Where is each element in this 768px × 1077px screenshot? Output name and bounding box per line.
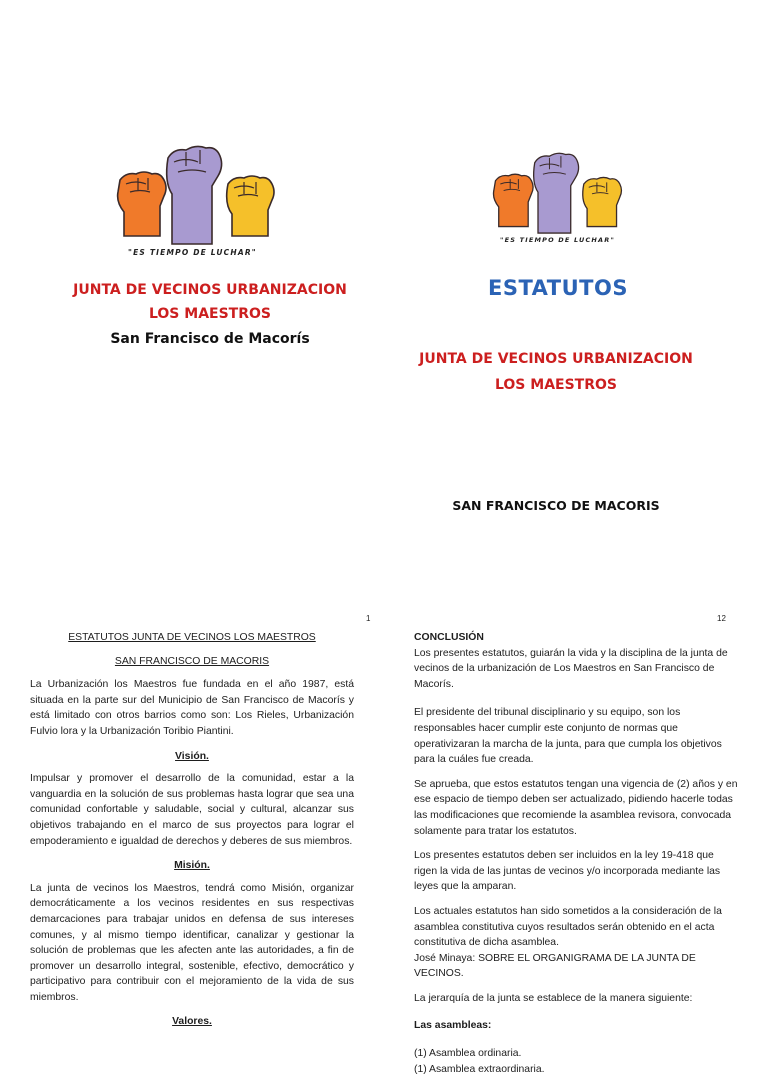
yellow-fist-icon: [227, 176, 274, 236]
page-heading: ESTATUTOS JUNTA DE VECINOS LOS MAESTROS: [68, 632, 316, 643]
slogan: "ES TIEMPO DE LUCHAR": [128, 248, 257, 257]
intro-paragraph: La Urbanización los Maestros fue fundada en el año 1987, está situada en la parte sur del Municipio de San Francisco de Macorís y está limitado con otros barrios como son: Los Rieles, Urbanización Fulvio lora y la Urbanización Toribio Piantini.: [30, 679, 354, 737]
conclusion-paragraph-5: Los actuales estatutos han sido sometidos a la consideración de la asamblea constitutiva cuyos resultados serán obtenido en el acta constitutiva de dicha asamblea.: [414, 905, 722, 949]
page-number: 12: [717, 614, 726, 623]
cover-title-line2: LOS MAESTROS: [494, 377, 617, 393]
purple-fist-icon: [534, 153, 579, 233]
slogan: "ES TIEMPO DE LUCHAR": [500, 236, 616, 244]
fists-icon: [108, 140, 280, 250]
orange-fist-icon: [493, 174, 533, 226]
page-left-column: [30, 630, 354, 1039]
valores-heading: Valores.: [172, 1016, 212, 1028]
asambleas-heading: Las asambleas:: [414, 1020, 492, 1032]
mision-heading: Misión.: [174, 860, 210, 872]
vision-heading: Visión.: [175, 750, 209, 762]
fists-icon: [484, 148, 628, 238]
page-subheading: SAN FRANCISCO DE MACORIS: [114, 655, 270, 667]
vision-paragraph: Impulsar y promover el desarrollo de la comunidad, estar a la vanguardia en la solución de sus problemas hasta lograr que sea una comunidad confortable y saludable, social y cultural, alcanzar sus objetivos trabajando en el marco de sus proyectos para lograr el empoderamiento e igualdad de derechos y deberes de sus miembros.: [30, 773, 354, 847]
mision-paragraph: La junta de vecinos los Maestros, tendrá como Misión, organizar democráticamente a los vecinos residentes en sus respectivas demarcaciones para trabajar unidos en defensa de sus intereses comunes, y al mismo tiempo identificar, canalizar y gestionar la solución de problemas que les afecten ante las autoridades, a fin de promover un desarrollo integral, sostenible, efectivo, democrático y participativo para contribuir con el mejoramiento de la vida de sus miembros.: [30, 882, 354, 1003]
purple-fist-icon: [167, 146, 222, 244]
conclusion-paragraph-4: Los presentes estatutos deben ser incluidos en la ley 19-418 que rigen la vida de las juntas de vecinos y/o incorporada mediante las leyes que la amparan.: [414, 850, 721, 893]
raised-fists-logo: [484, 148, 628, 238]
list-item: (1) Asamblea extraordinaria.: [414, 1063, 545, 1075]
orange-fist-icon: [118, 172, 166, 236]
conclusion-paragraph-2: El presidente del tribunal disciplinario y su equipo, son los responsables hacer cumplir este conjunto de normas que operativizaran la marcha de la junta, para que cumpla los objetivos para la cuáles fue creada.: [414, 707, 722, 766]
author-line: José Minaya: SOBRE EL ORGANIGRAMA DE LA JUNTA DE VECINOS.: [414, 952, 696, 980]
cover-title-line2: LOS MAESTROS: [148, 306, 271, 322]
cover-title-line1: JUNTA DE VECINOS URBANIZACION: [419, 351, 693, 367]
yellow-fist-icon: [583, 177, 622, 226]
cover-subtitle: San Francisco de Macorís: [110, 331, 310, 347]
conclusion-paragraph-6: La jerarquía de la junta se establece de la manera siguiente:: [414, 992, 693, 1004]
conclusion-heading: CONCLUSIÓN: [414, 632, 484, 643]
asambleas-list: [414, 1046, 738, 1077]
conclusion-paragraph-3: Se aprueba, que estos estatutos tengan una vigencia de (2) años y en ese espacio de tiempo deben ser actualizado, pidiendo hacerle todas las modificaciones que recomiende la asamblea revisora, convocada solamente para tratar los estatutos.: [414, 778, 738, 837]
raised-fists-logo: [108, 140, 280, 250]
conclusion-paragraph-1: Los presentes estatutos, guiarán la vida y la disciplina de la junta de vecinos de la urbanización de Los Maestros en San Francisco de Macorís.: [414, 647, 728, 690]
list-item: (1) Asamblea ordinaria.: [414, 1048, 522, 1060]
cover-city: SAN FRANCISCO DE MACORIS: [452, 498, 660, 513]
cover-title-line1: JUNTA DE VECINOS URBANIZACION: [73, 282, 347, 298]
page-number: 1: [366, 614, 371, 623]
cover-heading: ESTATUTOS: [488, 276, 628, 300]
page-right-column: [414, 630, 738, 1077]
